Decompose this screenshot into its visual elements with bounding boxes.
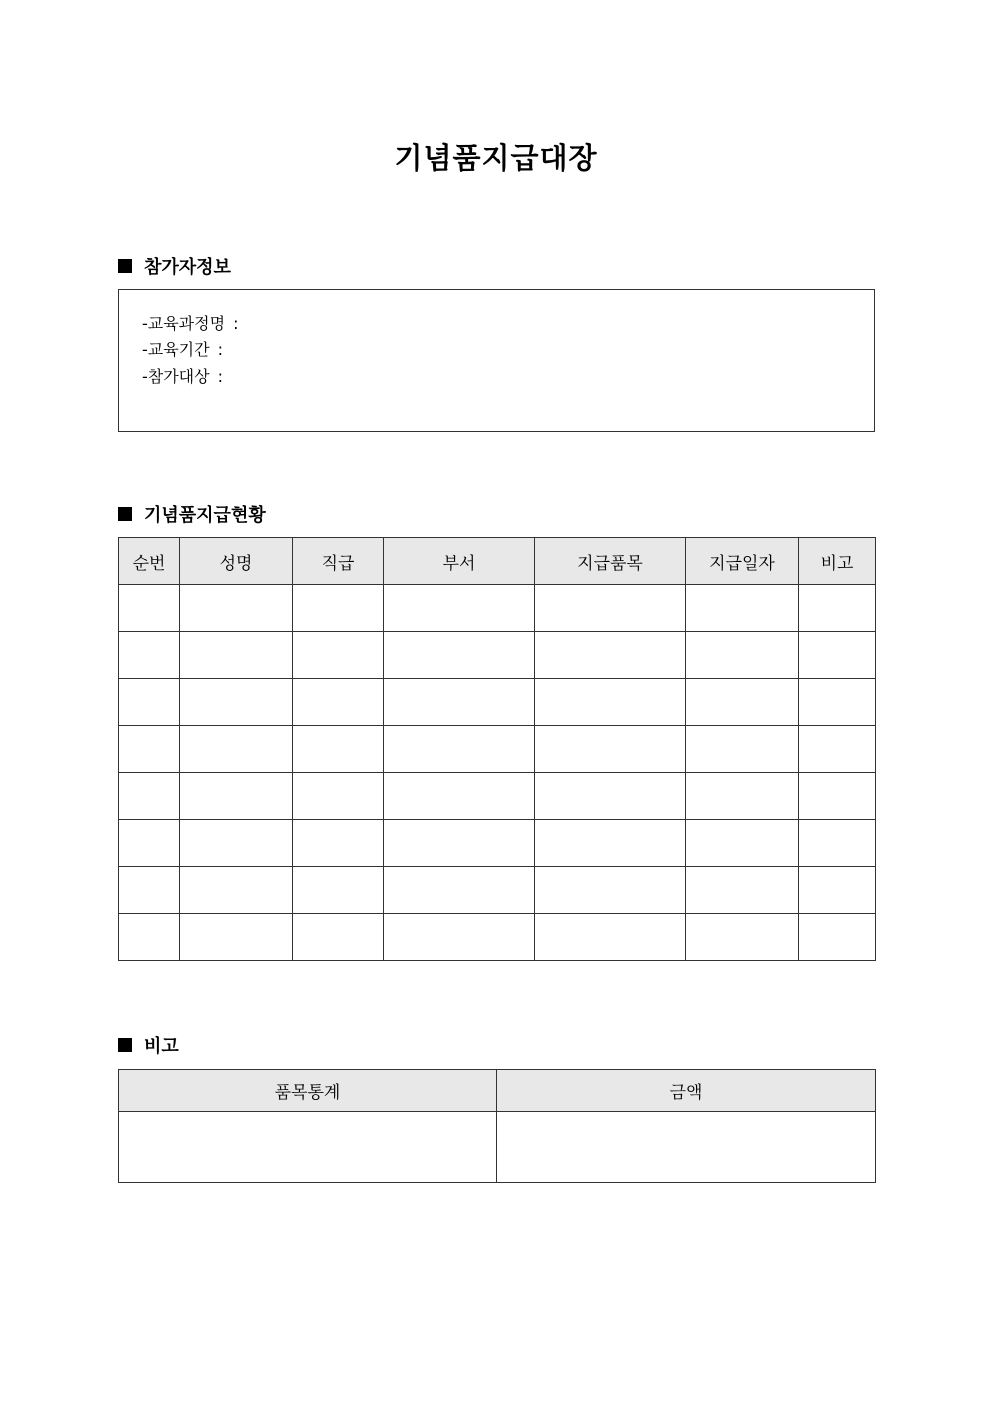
table-row — [119, 914, 876, 961]
table-cell[interactable] — [119, 820, 180, 867]
table-cell[interactable] — [384, 726, 535, 773]
table-cell[interactable] — [119, 679, 180, 726]
table-header-row — [119, 1070, 876, 1112]
table-cell[interactable] — [180, 632, 293, 679]
table-row — [119, 820, 876, 867]
table-cell[interactable] — [384, 867, 535, 914]
info-label: -교육과정명 — [142, 314, 226, 333]
table-cell[interactable] — [686, 585, 799, 632]
table-cell[interactable] — [535, 773, 686, 820]
section-heading-label: 참가자정보 — [144, 257, 231, 278]
page-title: 기념품지급대장 — [394, 141, 598, 175]
table-cell[interactable] — [799, 632, 876, 679]
square-bullet-icon — [118, 1038, 132, 1052]
table-cell[interactable] — [293, 679, 384, 726]
table-row — [119, 585, 876, 632]
table-row — [119, 867, 876, 914]
table-header-row — [119, 538, 876, 585]
table-cell[interactable] — [180, 726, 293, 773]
table-cell[interactable] — [293, 726, 384, 773]
table-cell[interactable] — [180, 679, 293, 726]
table-cell[interactable] — [119, 1112, 497, 1183]
table-cell[interactable] — [535, 867, 686, 914]
column-header-amount: 금액 — [497, 1070, 876, 1112]
table-cell[interactable] — [799, 867, 876, 914]
table-cell[interactable] — [180, 867, 293, 914]
column-header-item-statistics: 품목통계 — [119, 1070, 497, 1112]
table-cell[interactable] — [686, 867, 799, 914]
table-cell[interactable] — [293, 632, 384, 679]
table-cell[interactable] — [799, 726, 876, 773]
section-heading-label: 비고 — [144, 1036, 179, 1057]
table-cell[interactable] — [119, 632, 180, 679]
info-colon: : — [217, 367, 223, 386]
table-row — [119, 726, 876, 773]
table-cell[interactable] — [293, 914, 384, 961]
table-cell[interactable] — [293, 820, 384, 867]
table-cell[interactable] — [384, 914, 535, 961]
table-cell[interactable] — [497, 1112, 876, 1183]
table-cell[interactable] — [686, 726, 799, 773]
table-cell[interactable] — [384, 585, 535, 632]
table-cell[interactable] — [119, 773, 180, 820]
info-colon: : — [233, 314, 239, 333]
column-header-item: 지급품목 — [535, 538, 686, 585]
square-bullet-icon — [118, 259, 132, 273]
table-cell[interactable] — [799, 914, 876, 961]
table-cell[interactable] — [293, 773, 384, 820]
info-line-course-name — [142, 311, 238, 334]
table-cell[interactable] — [384, 679, 535, 726]
table-cell[interactable] — [180, 914, 293, 961]
column-header-remarks: 비고 — [799, 538, 876, 585]
gift-table-body — [119, 585, 876, 961]
gift-distribution-table — [118, 537, 876, 961]
info-line-course-period — [142, 337, 223, 360]
info-line-target-audience — [142, 364, 223, 387]
table-cell[interactable] — [293, 585, 384, 632]
table-cell[interactable] — [686, 632, 799, 679]
table-cell[interactable] — [799, 820, 876, 867]
square-bullet-icon — [118, 507, 132, 521]
info-label: -교육기간 — [142, 340, 210, 359]
table-cell[interactable] — [384, 632, 535, 679]
remarks-summary-table — [118, 1069, 876, 1183]
table-cell[interactable] — [119, 585, 180, 632]
column-header-number: 순번 — [119, 538, 180, 585]
table-cell[interactable] — [180, 585, 293, 632]
table-row — [119, 773, 876, 820]
table-cell[interactable] — [799, 585, 876, 632]
column-header-date: 지급일자 — [686, 538, 799, 585]
section-heading-participant-info — [118, 253, 231, 279]
table-cell[interactable] — [686, 679, 799, 726]
table-cell[interactable] — [535, 820, 686, 867]
table-cell[interactable] — [384, 773, 535, 820]
table-cell[interactable] — [535, 914, 686, 961]
table-cell[interactable] — [180, 773, 293, 820]
table-cell[interactable] — [119, 726, 180, 773]
table-row — [119, 1112, 876, 1183]
table-cell[interactable] — [535, 632, 686, 679]
table-cell[interactable] — [799, 773, 876, 820]
column-header-department: 부서 — [384, 538, 535, 585]
table-cell[interactable] — [799, 679, 876, 726]
table-cell[interactable] — [384, 820, 535, 867]
table-cell[interactable] — [119, 914, 180, 961]
section-heading-remarks — [118, 1032, 179, 1058]
table-cell[interactable] — [535, 726, 686, 773]
table-cell[interactable] — [535, 585, 686, 632]
section-heading-label: 기념품지급현황 — [144, 505, 266, 526]
section-heading-gift-status — [118, 501, 266, 527]
table-cell[interactable] — [686, 914, 799, 961]
table-cell[interactable] — [535, 679, 686, 726]
info-colon: : — [217, 340, 223, 359]
info-label: -참가대상 — [142, 367, 210, 386]
table-cell[interactable] — [686, 773, 799, 820]
participant-info-box — [118, 289, 875, 432]
table-row — [119, 679, 876, 726]
table-cell[interactable] — [180, 820, 293, 867]
column-header-rank: 직급 — [293, 538, 384, 585]
column-header-name: 성명 — [180, 538, 293, 585]
table-cell[interactable] — [293, 867, 384, 914]
table-cell[interactable] — [119, 867, 180, 914]
table-cell[interactable] — [686, 820, 799, 867]
table-row — [119, 632, 876, 679]
